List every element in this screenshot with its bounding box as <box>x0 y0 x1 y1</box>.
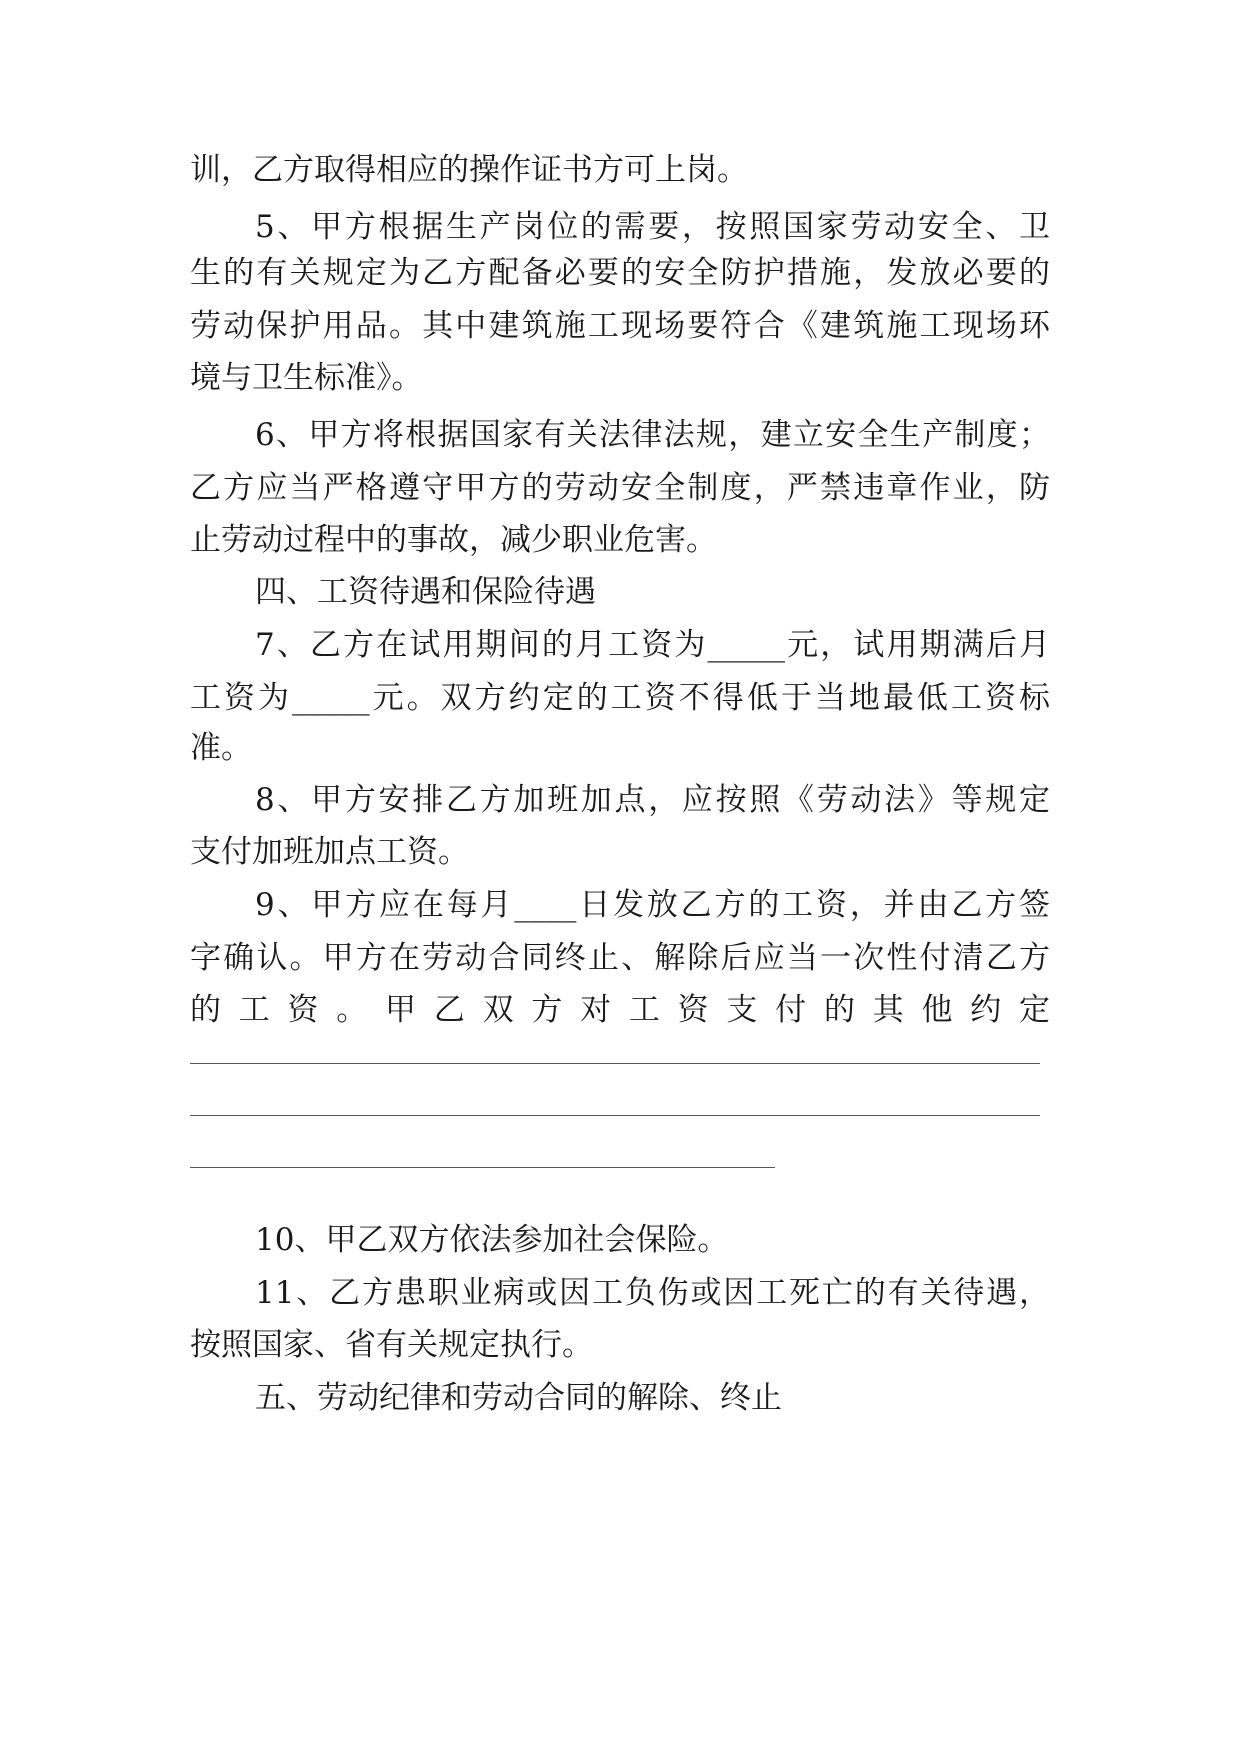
paragraph-line: 工资为_____元。双方约定的工资不得低于当地最低工资标 <box>190 680 1050 716</box>
section-heading: 五、劳动纪律和劳动合同的解除、终止 <box>255 1380 782 1416</box>
blank-fill-line <box>190 1063 1040 1064</box>
paragraph-line: 10、甲乙双方依法参加社会保险。 <box>255 1222 729 1258</box>
paragraph-line: 劳动保护用品。其中建筑施工现场要符合《建筑施工现场环 <box>190 308 1050 344</box>
paragraph-line: 准。 <box>190 730 252 766</box>
paragraph-line: 止劳动过程中的事故，减少职业危害。 <box>190 522 717 558</box>
paragraph-line: 生的有关规定为乙方配备必要的安全防护措施，发放必要的 <box>190 255 1050 291</box>
paragraph-line: 9、甲方应在每月____日发放乙方的工资，并由乙方签 <box>255 887 1050 923</box>
paragraph-line: 支付加班加点工资。 <box>190 834 469 870</box>
blank-fill-line <box>190 1167 775 1168</box>
paragraph-line: 按照国家、省有关规定执行。 <box>190 1327 593 1363</box>
paragraph-line: 的工资。甲乙双方对工资支付的其他约定 <box>190 992 1050 1028</box>
blank-fill-line <box>190 1115 1040 1116</box>
paragraph-line: 乙方应当严格遵守甲方的劳动安全制度，严禁违章作业，防 <box>190 470 1050 506</box>
paragraph-line: 境与卫生标准》。 <box>190 360 423 396</box>
paragraph-line: 6、甲方将根据国家有关法律法规，建立安全生产制度； <box>255 417 1050 453</box>
paragraph-line: 5、甲方根据生产岗位的需要，按照国家劳动安全、卫 <box>255 209 1050 245</box>
paragraph-line: 8、甲方安排乙方加班加点，应按照《劳动法》等规定 <box>255 782 1050 818</box>
section-heading: 四、工资待遇和保险待遇 <box>255 574 596 610</box>
paragraph-line: 字确认。甲方在劳动合同终止、解除后应当一次性付清乙方 <box>190 940 1050 976</box>
paragraph-line: 7、乙方在试用期间的月工资为_____元，试用期满后月 <box>255 627 1050 663</box>
paragraph-line: 11、乙方患职业病或因工负伤或因工死亡的有关待遇， <box>255 1275 1050 1311</box>
paragraph-line: 训，乙方取得相应的操作证书方可上岗。 <box>190 152 748 188</box>
